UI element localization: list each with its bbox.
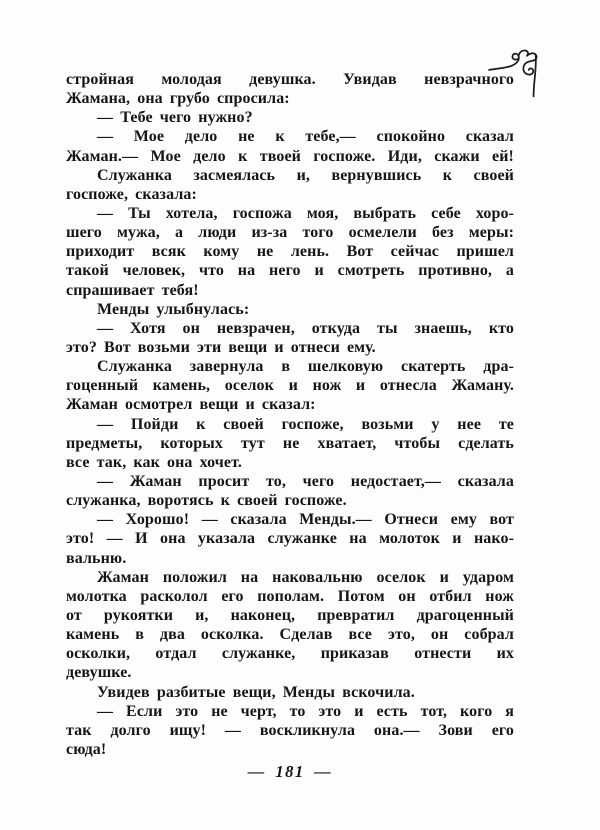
text-line: Жамана, она грубо спросила: [66,90,290,108]
text-line: Служанка завернула в шелковую скатерть дра- [97,358,514,376]
text-line: Служанка засмеялась и, вернувшись к своей [97,166,514,184]
text-line: — Тебе чего нужно? [97,109,253,127]
text-line: — Хотя он невзрачен, откуда ты знаешь, кто [97,319,514,337]
text-line: осколки, отдал служанке, приказав отнести их [66,645,514,663]
text-line: — Если это не черт, то это и есть тот, кого я [97,702,514,720]
text-line: спрашивает тебя! [66,281,199,299]
text-line: все так, как она хочет. [66,453,242,471]
text-line: Жаман.— Мое дело к твоей госпоже. Иди, скажи ей! [66,147,514,165]
text-line: приходит всяк кому не лень. Вот сейчас пришел [66,243,514,261]
text-line: — Мое дело не к тебе,— спокойно сказал [97,128,514,146]
text-line: Жаман осмотрел вещи и сказал: [66,396,316,414]
text-line: служанка, воротясь к своей госпоже. [66,492,347,510]
text-line: Увидев разбитые вещи, Менды вскочила. [97,683,415,701]
text-line: сюда! [66,740,107,758]
text-line: такой человек, что на него и смотреть противно, а [66,262,514,280]
text-line: госпоже, сказала: [66,185,197,203]
text-line: — Жаман просит то, чего недостает,— сказала [97,472,514,490]
page-number: — 181 — [247,762,333,781]
text-line: от рукоятки и, наконец, превратил драгоценный [66,606,514,624]
text-line: Жаман положил на наковальню оселок и ударом [97,568,514,586]
text-line: Менды улыбнулась: [97,300,250,318]
text-line: девушке. [66,664,132,682]
text-line: это! — И она указала служанке на молоток и нако- [66,530,514,548]
text-line: камень в два осколка. Сделав все это, он собрал [66,626,514,644]
text-line: гоценный камень, оселок и нож и отнесла Жаману. [66,377,514,395]
text-line: стройная молодая девушка. Увидав невзрачного [66,71,514,88]
text-line: молотка расколол его пополам. Потом он отбил нож [66,587,514,605]
text-line: предметы, которых тут не хватает, чтобы сделать [66,434,514,452]
text-line: — Хорошо! — сказала Менды.— Отнеси ему вот [97,511,514,529]
text-line: — Пойди к своей госпоже, возьми у нее те [97,415,514,433]
text-line: — Ты хотела, госпожа моя, выбрать себе хоро- [97,204,514,222]
text-line: это? Вот возьми эти вещи и отнеси ему. [66,338,376,356]
text-line: шего мужа, а люди из-за того осмелели без меры: [66,224,514,242]
text-line: вальню. [66,549,127,567]
text-block [66,70,514,759]
text-line: так долго ищу! — воскликнула она.— Зови его [66,721,514,739]
